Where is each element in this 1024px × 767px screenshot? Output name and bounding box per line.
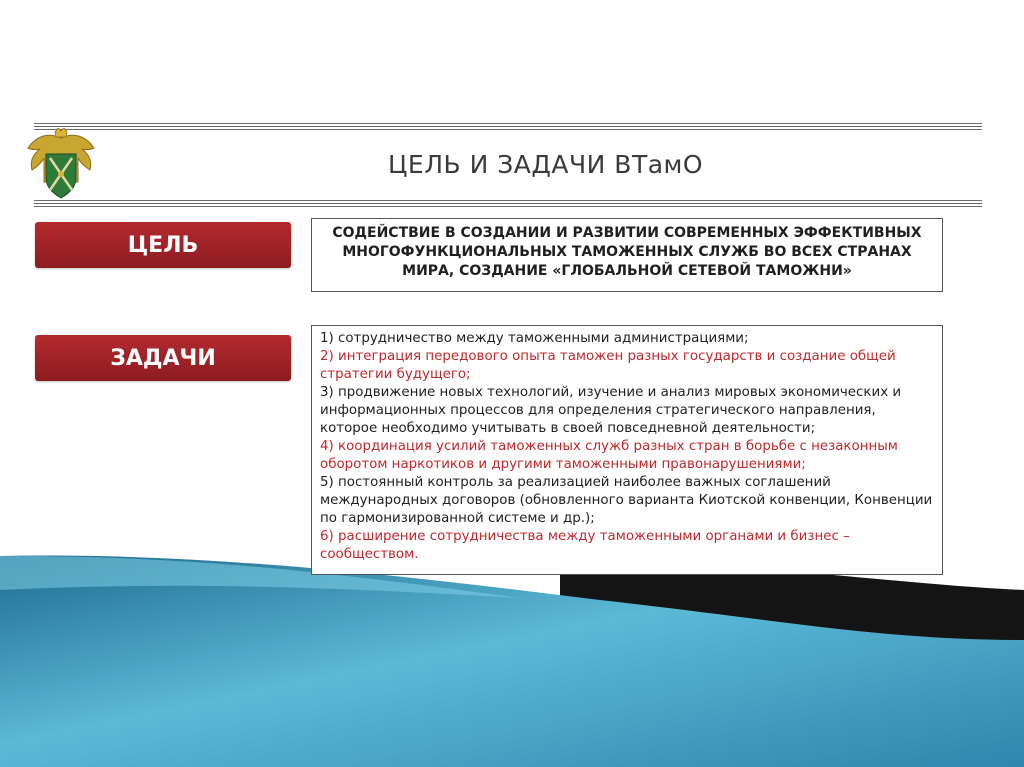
top-divider xyxy=(34,123,982,132)
task-item-2: 2) интеграция передового опыта таможен разных государств и создание общей стратегии будущего; xyxy=(320,349,896,382)
tasks-label: ЗАДАЧИ xyxy=(35,335,291,381)
customs-emblem-icon xyxy=(22,128,100,202)
tasks-list-box xyxy=(311,325,943,575)
task-item-3: 3) продвижение новых технологий, изучение и анализ мировых экономических и информационных процессов для определения стратегического направления, которое необходимо учитывать в своей повседневной деятельности; xyxy=(320,385,902,436)
task-item-4: 4) координация усилий таможенных служб разных стран в борьбе с незаконным оборотом наркотиков и другими таможенными правонарушениями; xyxy=(320,439,898,472)
page-title: ЦЕЛЬ И ЗАДАЧИ ВТамО xyxy=(388,150,704,179)
bottom-divider xyxy=(34,200,982,209)
task-item-1: 1) сотрудничество между таможенными администрациями; xyxy=(320,331,749,346)
goal-label: ЦЕЛЬ xyxy=(35,222,291,268)
goal-text: СОДЕЙСТВИЕ В СОЗДАНИИ И РАЗВИТИИ СОВРЕМЕННЫХ ЭФФЕКТИВНЫХ МНОГОФУНКЦИОНАЛЬНЫХ ТАМОЖЕННЫХ СЛУЖБ ВО ВСЕХ СТРАНАХ МИРА, СОЗДАНИЕ «ГЛОБАЛЬНОЙ СЕТЕВОЙ ТАМОЖНИ» xyxy=(332,225,922,279)
task-item-6: 6) расширение сотрудничества между таможенными органами и бизнес – сообществом. xyxy=(320,529,850,562)
goal-text-box xyxy=(311,218,943,292)
task-item-5: 5) постоянный контроль за реализацией наиболее важных соглашений международных договоров (обновленного варианта Киотской конвенции, Конвенции по гармонизированной системе и др.); xyxy=(320,475,933,526)
